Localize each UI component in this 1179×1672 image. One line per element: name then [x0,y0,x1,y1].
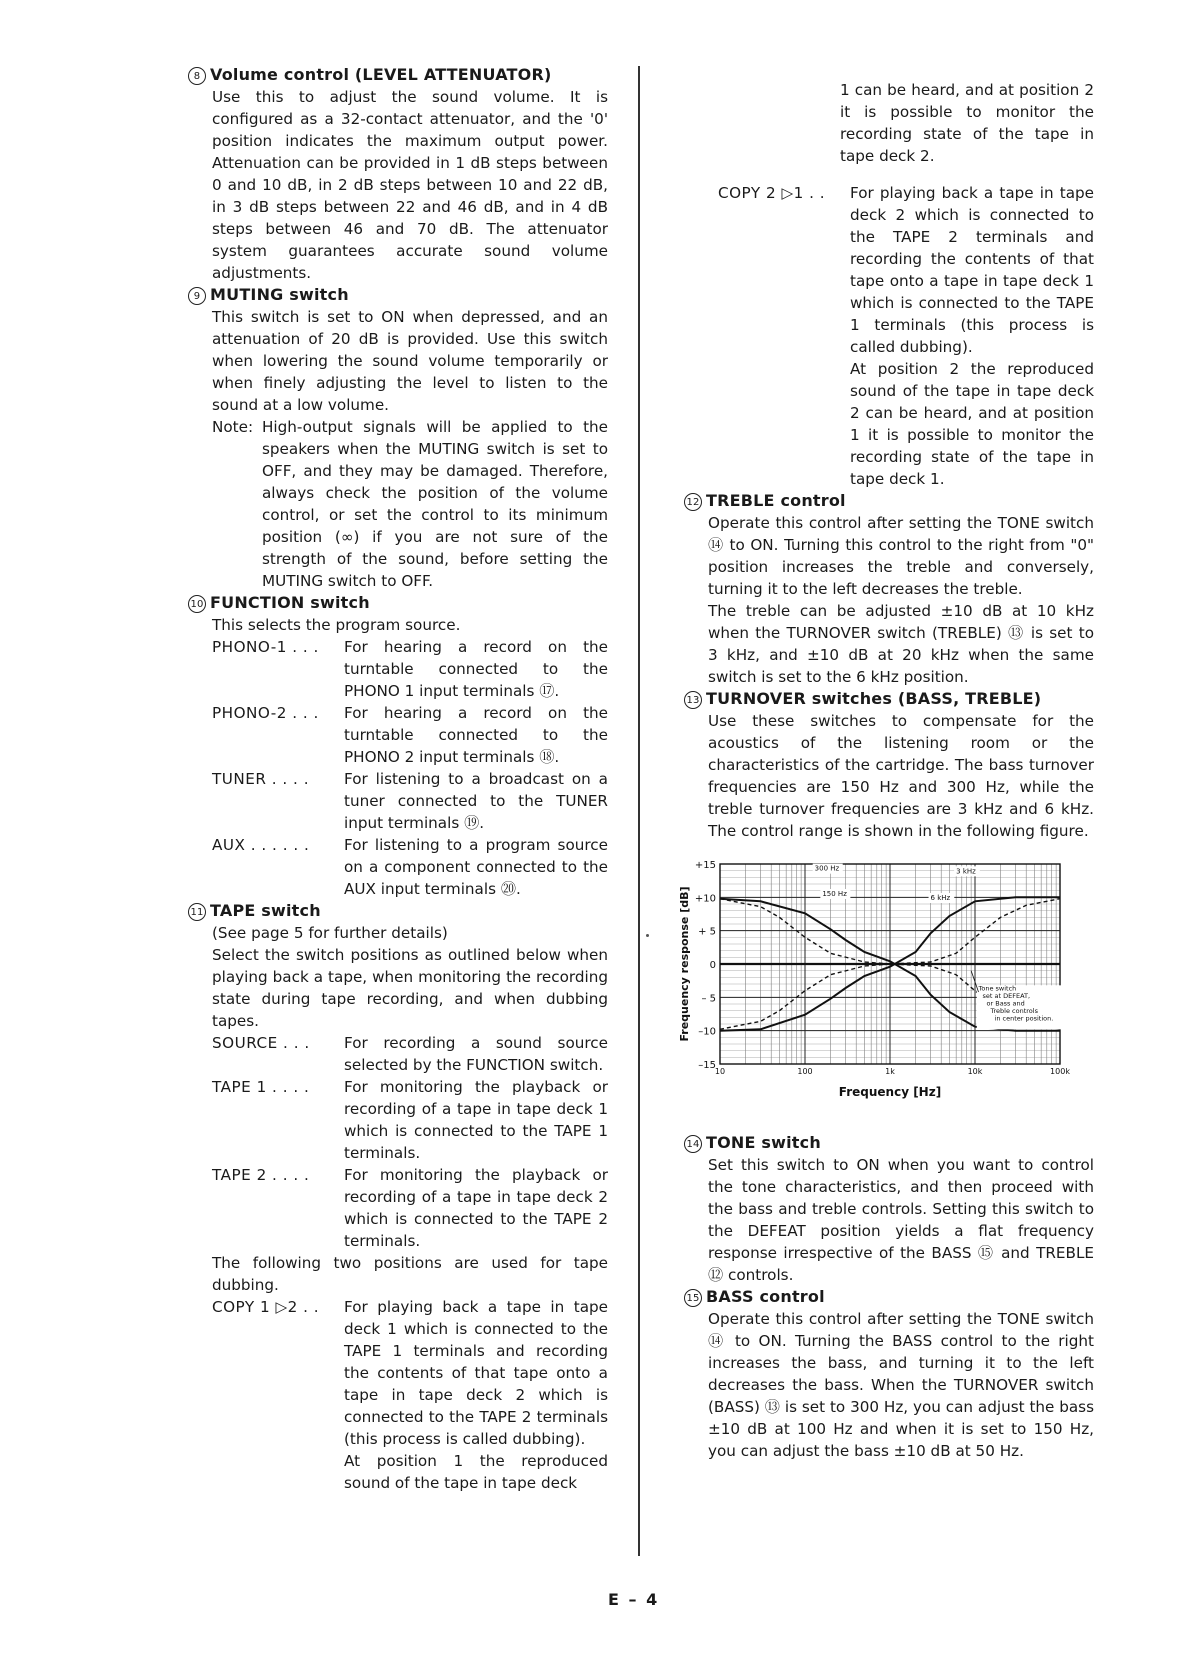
item-desc-text: For playing back a tape in tape deck 1 which is connected to the TAPE 1 terminals and recording the contents of that tape onto a tape in tape deck 2 which is connected to the TAPE 2 terminals (this process is called dubbing). [344,1298,608,1448]
list-item [212,1164,608,1252]
left-column [188,64,608,1494]
x-tick-label: 100k [1050,1067,1070,1077]
note-text: High-output signals will be applied to the speakers when the MUTING switch is set to OFF, and they may be damaged. Therefore, always check the position of the volume control, or set the control to its minimum position (∞) if you are not sure of the strength of the sound, before setting the MUTING switch to OFF. [262,418,608,590]
section-volume-control [188,64,608,284]
item-desc: For recording a sound source selected by the FUNCTION switch. [344,1034,608,1074]
section-tone-switch [684,1132,1094,1286]
section-function-switch [188,592,608,900]
y-tick-label: –10 [698,1027,716,1039]
section-number: 13 [684,691,702,709]
item-term: COPY 1 ▷2 . . [212,1298,320,1316]
note [212,416,608,592]
section-heading [684,490,1094,512]
section-number: 12 [684,493,702,511]
section-title: MUTING switch [210,285,349,304]
section-muting-switch [188,284,608,592]
section-title: TAPE switch [210,901,321,920]
annotation-defeat-line: Treble controls [990,1007,1038,1016]
section-body: Use these switches to compensate for the acoustics of the listening room or the characteristics of the cartridge. The bass turnover frequencies are 150 Hz and 300 Hz, while the treble turnover frequencies are 3 kHz and 6 kHz. The control range is shown in the following figure. [708,712,1094,841]
section-number: 9 [188,287,206,305]
see-reference: (See page 5 for further details) [212,924,448,942]
x-tick-label: 10k [967,1067,983,1077]
item-desc: For hearing a record on the turntable connected to the PHONO 2 input terminals ⑱. [344,704,608,766]
right-column [678,64,1094,1462]
item-term: COPY 2 ▷1 . . [718,184,826,203]
section-turnover-switches [684,688,1094,842]
page-number: E – 4 [608,1590,660,1609]
section-number: 15 [684,1289,702,1307]
list-item [212,702,608,768]
section-title: TREBLE control [706,491,846,511]
item-term: SOURCE . . . [212,1034,310,1052]
item-desc-extra: At position 2 the reproduced sound of the tape in tape deck 2 can be heard, and at position 1 it is possible to monitor the recording state of the tape in tape deck 1. [850,360,1094,489]
list-item [212,834,608,900]
section-number: 14 [684,1135,702,1153]
section-intro: This selects the program source. [212,616,461,634]
x-tick-label: 100 [797,1067,813,1077]
item-term: TUNER . . . . [212,770,310,788]
list-item [212,1076,608,1164]
section-heading [188,900,608,922]
section-intro: Select the switch positions as outlined below when playing back a tape, when monitoring the recording state during tape recording, and when dubbing tapes. [212,946,608,1030]
section-heading [684,1132,1094,1154]
section-title: TURNOVER switches (BASS, TREBLE) [706,689,1042,709]
list-item-copy2 [718,182,1094,490]
item-desc: For listening to a broadcast on a tuner connected to the TUNER input terminals ⑲. [344,770,608,832]
section-body-2: The treble can be adjusted ±10 dB at 10 kHz when the TURNOVER switch (TREBLE) ⑬ is set to 3 kHz, and ±10 dB at 20 kHz when the same switch is set to the 6 kHz position. [708,602,1094,687]
section-treble-control [684,490,1094,688]
dubbing-intro: The following two positions are used for tape dubbing. [212,1254,608,1294]
item-term: TAPE 1 . . . . [212,1078,310,1096]
y-tick-label: +15 [694,860,716,872]
y-tick-label: –15 [698,1060,716,1072]
item-desc: For monitoring the playback or recording of a tape in tape deck 2 which is connected to the TAPE 2 terminals. [344,1166,608,1250]
section-title: BASS control [706,1287,825,1307]
item-desc: For monitoring the playback or recording of a tape in tape deck 1 which is connected to the TAPE 1 terminals. [344,1078,608,1162]
item-term: PHONO-2 . . . [212,704,319,722]
list-item [212,1032,608,1076]
y-tick-label: – 5 [701,993,716,1005]
section-heading [188,284,608,306]
annotation-defeat-line: or Bass and [986,1000,1025,1009]
list-item [212,768,608,834]
item-desc [344,1296,608,1494]
x-tick-label: 10 [714,1067,726,1077]
list-item [212,636,608,702]
section-body: Use this to adjust the sound volume. It is configured as a 32-contact attenuator, and the '0' position indicates the maximum output power. Attenuation can be provided in 1 dB steps between 0 and 10 dB, in 2 dB steps between 10 and 22 dB, in 3 dB steps between 22 and 46 dB, and in 4 dB steps between 46 and 70 dB. The attenuator system guarantees accurate sound volume adjustments. [212,88,608,282]
x-tick-label: 1k [885,1067,895,1077]
section-heading [684,1286,1094,1308]
section-bass-control [684,1286,1094,1462]
y-tick-label: +10 [694,893,716,905]
section-body: Operate this control after setting the TONE switch ⑭ to ON. Turning the BASS control to the right increases the bass, and turning it to the left decreases the bass. When the TURNOVER switch (BASS) ⑬ is set to 300 Hz, you can adjust the bass ±10 dB at 100 Hz and when it is set to 150 Hz, you can adjust the bass ±10 dB at 50 Hz. [708,1310,1094,1461]
annotation-3khz: 3 kHz [956,867,976,876]
chart-svg [676,856,1106,1118]
section-heading [188,592,608,614]
scan-speck [646,934,649,937]
item-desc: For hearing a record on the turntable connected to the PHONO 1 input terminals ⑰. [344,638,608,700]
note-label: Note: [212,418,254,436]
section-number: 11 [188,903,206,921]
section-title: TONE switch [706,1133,821,1153]
annotation-defeat-line: set at DEFEAT, [982,992,1031,1001]
annotation-300hz: 300 Hz [814,865,840,874]
annotation-defeat-line: Tone switch [978,985,1017,994]
section-number: 10 [188,595,206,613]
annotation-150hz: 150 Hz [822,890,847,899]
item-term: TAPE 2 . . . . [212,1166,310,1184]
item-term: AUX . . . . . . [212,836,310,854]
item-desc [850,182,1094,490]
annotation-defeat-line: in center position. [994,1015,1054,1024]
item-term: PHONO-1 . . . [212,638,319,656]
section-body: Operate this control after setting the TONE switch ⑭ to ON. Turning this control to the right from "0" position increases the treble and conversely, turning it to the left decreases the treble. [708,514,1094,599]
section-heading [684,688,1094,710]
section-title: FUNCTION switch [210,593,370,612]
section-title: Volume control (LEVEL ATTENUATOR) [210,65,552,84]
item-desc-extra: At position 1 the reproduced sound of the tape in tape deck [344,1452,608,1492]
column-divider [638,66,640,1556]
item-desc-text: For playing back a tape in tape deck 2 which is connected to the TAPE 2 terminals and recording the contents of that tape onto a tape in tape deck 1 which is connected to the TAPE 1 terminals (this process is called dubbing). [850,184,1094,357]
list-item-copy1 [212,1296,608,1494]
y-tick-label: 0 [709,960,716,972]
y-tick-label: + 5 [698,927,716,939]
x-axis-label: Frequency [Hz] [838,1085,942,1100]
y-axis-label: Frequency response [dB] [678,886,691,1042]
section-tape-switch [188,900,608,1494]
copy1-continuation: 1 can be heard, and at position 2 it is possible to monitor the recording state of the tape in tape deck 2. [840,81,1094,166]
section-body: This switch is set to ON when depressed, and an attenuation of 20 dB is provided. Use this switch when lowering the sound volume temporarily or when finely adjusting the level to listen to the sound at a low volume. [212,308,608,414]
section-number: 8 [188,67,206,85]
frequency-response-chart [676,856,1106,1118]
item-desc: For listening to a program source on a component connected to the AUX input terminals ⑳. [344,836,608,898]
section-heading [188,64,608,86]
annotation-6khz: 6 kHz [930,894,951,903]
section-body: Set this switch to ON when you want to control the tone characteristics, and then proceed with the bass and treble controls. Setting this switch to the DEFEAT position yields a flat frequency response irrespective of the BASS ⑮ and TREBLE ⑫ controls. [708,1156,1094,1285]
